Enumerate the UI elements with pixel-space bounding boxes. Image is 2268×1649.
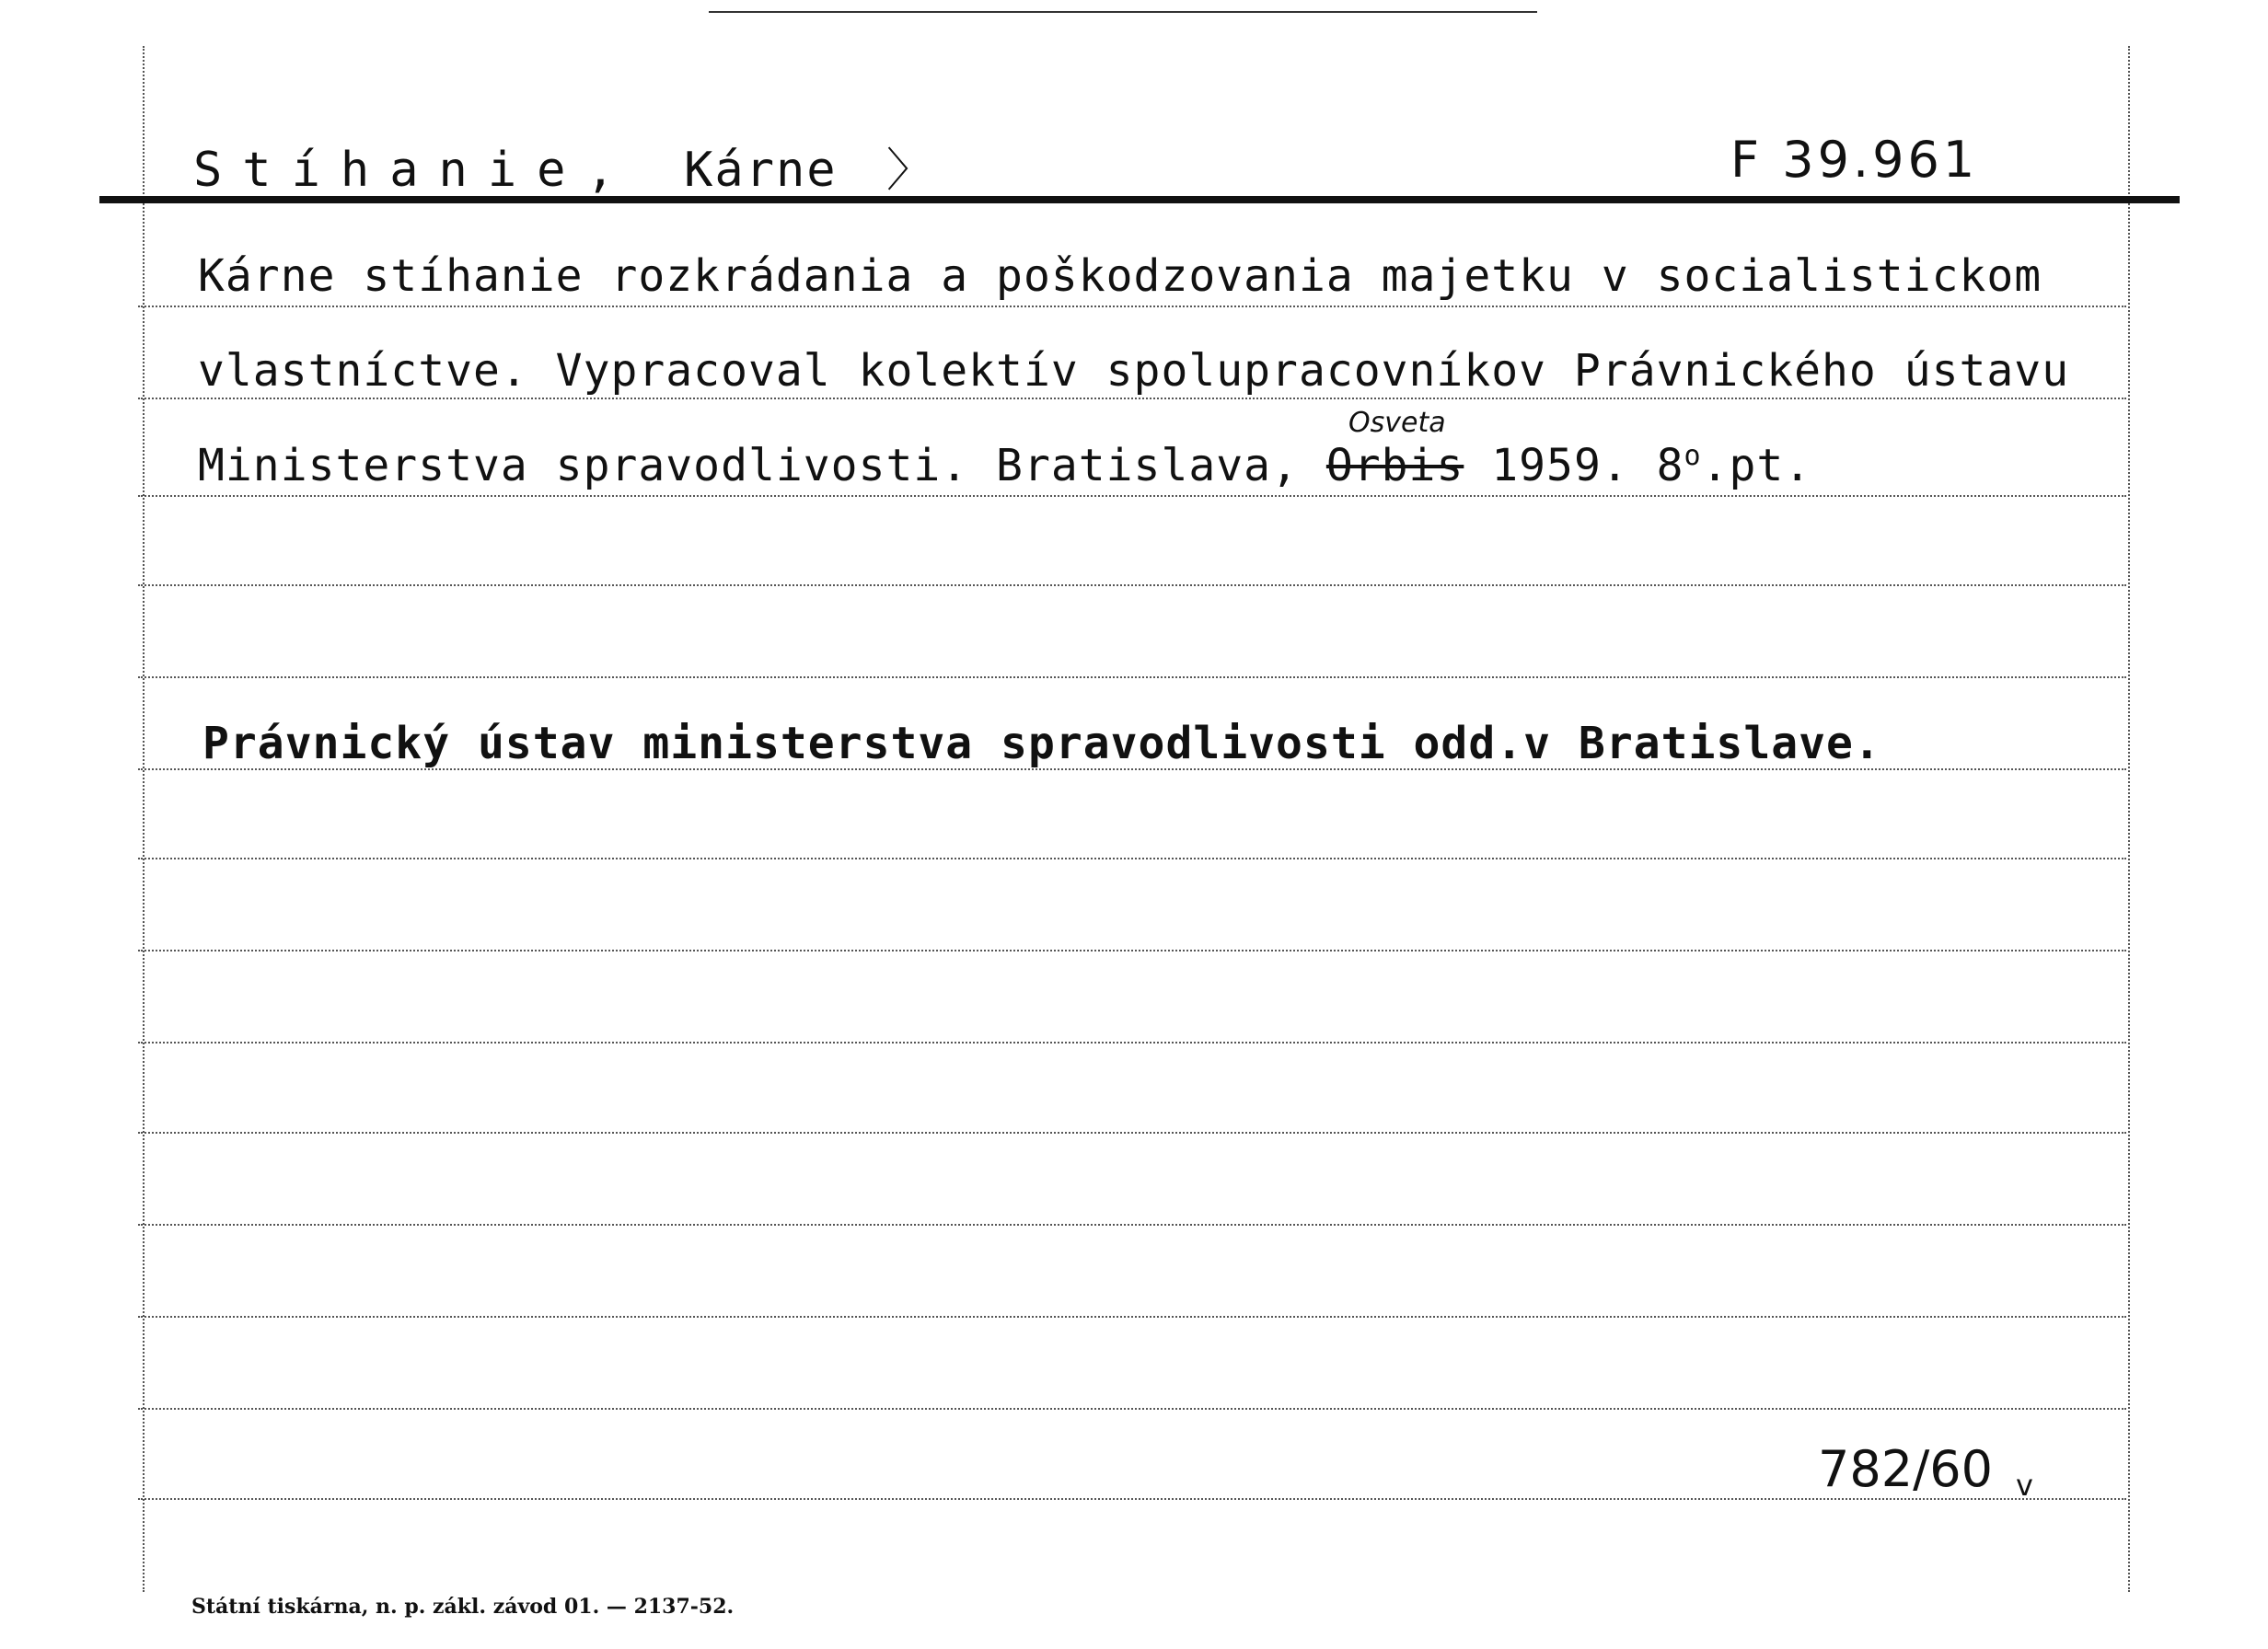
ruled-line (138, 1498, 2126, 1500)
ruled-line (138, 584, 2126, 586)
ruled-line (138, 306, 2126, 307)
check-mark: v (2016, 1468, 2033, 1503)
subject-heading (193, 133, 953, 200)
format-sup: o (1684, 440, 1702, 472)
author-note: Právnický ústav ministerstva spravodlivosti odd.v Bratislave. (202, 718, 1881, 769)
ruled-line (138, 1042, 2126, 1044)
ruled-line (138, 398, 2126, 399)
right-margin-line (2128, 46, 2130, 1592)
printer-imprint: Státní tiskárna, n. p. zákl. závod 01. — 2137-52. (191, 1595, 735, 1619)
call-number: F 39.961 (1730, 131, 1979, 189)
ruled-line (138, 676, 2126, 678)
ruled-line (138, 768, 2126, 770)
ruled-line (138, 1132, 2126, 1134)
ruled-line (138, 858, 2126, 859)
ruled-line (138, 950, 2126, 951)
insert-mark: 〉 (885, 144, 953, 197)
struck-publisher: Orbis (1325, 440, 1464, 491)
heading-main: Stíhanie, (193, 143, 635, 198)
title-line-1: Kárne stíhanie rozkrádania a poškodzovania majetku v socialistickom (198, 250, 2042, 302)
handwritten-correction: Osveta (1348, 407, 1446, 439)
left-margin-line (143, 46, 145, 1592)
imprint-tail: .pt. (1701, 440, 1812, 491)
ruled-line (138, 1224, 2126, 1226)
heading-rule (99, 196, 2180, 203)
ruled-line (138, 495, 2126, 497)
title-line-2: vlastníctve. Vypracoval kolektív spolupracovníkov Právnického ústavu (198, 345, 2070, 397)
top-edge-line (709, 11, 1537, 13)
imprint-text: Ministerstva spravodlivosti. Bratislava, (198, 440, 1299, 491)
title-line-3 (198, 440, 1811, 491)
ruled-line (138, 1408, 2126, 1410)
imprint-year: 1959. 8 (1491, 440, 1684, 491)
heading-sub: Kárne (684, 143, 838, 198)
inventory-number: 782/60 (1818, 1440, 1993, 1498)
ruled-line (138, 1316, 2126, 1318)
